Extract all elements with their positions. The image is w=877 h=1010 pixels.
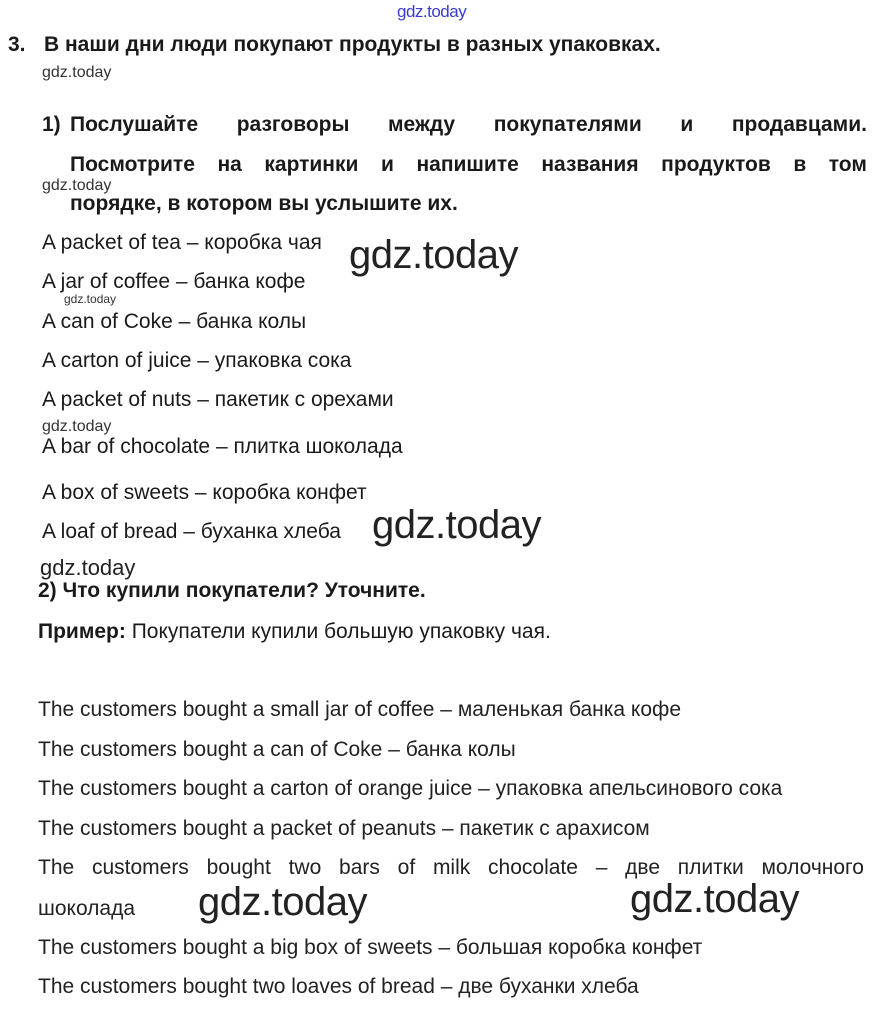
- watermark-large: gdz.today: [349, 233, 518, 277]
- part1-instruction-line2: Посмотрите на картинки и напишите названия продуктов в том: [70, 153, 867, 176]
- part2-heading: 2) Что купили покупатели? Уточните.: [38, 579, 426, 602]
- part1-instruction-line1: Послушайте разговоры между покупателями и продавцами.: [70, 113, 867, 136]
- part1-number: 1): [42, 113, 61, 136]
- watermark-large: gdz.today: [372, 503, 541, 547]
- list-item: A loaf of bread – буханка хлеба: [42, 520, 341, 543]
- answer-line: The customers bought a big box of sweets – большая коробка конфет: [38, 936, 703, 959]
- list-item: A jar of coffee – банка кофе: [42, 270, 306, 293]
- watermark-medium: gdz.today: [40, 555, 136, 580]
- part1-instruction-line3: порядке, в котором вы услышите их.: [70, 192, 458, 215]
- list-item: A can of Coke – банка колы: [42, 310, 307, 333]
- task-number: 3.: [8, 33, 26, 56]
- list-item: A box of sweets – коробка конфет: [42, 481, 367, 504]
- watermark-small: gdz.today: [42, 64, 112, 81]
- answer-line: The customers bought a small jar of coffee – маленькая банка кофе: [38, 698, 681, 721]
- watermark-large: gdz.today: [630, 877, 799, 921]
- watermark-small: gdz.today: [64, 292, 117, 306]
- answer-line-justified: The customers bought two bars of milk chocolate – две плитки молочного: [38, 856, 864, 879]
- watermark-top: gdz.today: [397, 2, 467, 21]
- answer-line: The customers bought two loaves of bread – две буханки хлеба: [38, 975, 639, 998]
- answer-line: The customers bought a can of Coke – банка колы: [38, 738, 516, 761]
- list-item: A bar of chocolate – плитка шоколада: [42, 435, 403, 458]
- list-item: A carton of juice – упаковка сока: [42, 349, 352, 372]
- answer-line: The customers bought a packet of peanuts – пакетик с арахисом: [38, 817, 650, 840]
- list-item: A packet of nuts – пакетик с орехами: [42, 388, 394, 411]
- list-item: A packet of tea – коробка чая: [42, 231, 322, 254]
- watermark-small: gdz.today: [42, 418, 112, 435]
- task-title: В наши дни люди покупают продукты в разных упаковках.: [44, 33, 661, 56]
- answer-line: The customers bought a carton of orange juice – упаковка апельсинового сока: [38, 777, 783, 800]
- example-label: Пример:: [38, 620, 126, 643]
- example-text: Покупатели купили большую упаковку чая.: [125, 620, 551, 643]
- watermark-large: gdz.today: [198, 880, 367, 924]
- example-line: [38, 620, 551, 644]
- watermark-small: gdz.today: [42, 177, 112, 194]
- answer-line-continuation: шоколада: [38, 897, 136, 920]
